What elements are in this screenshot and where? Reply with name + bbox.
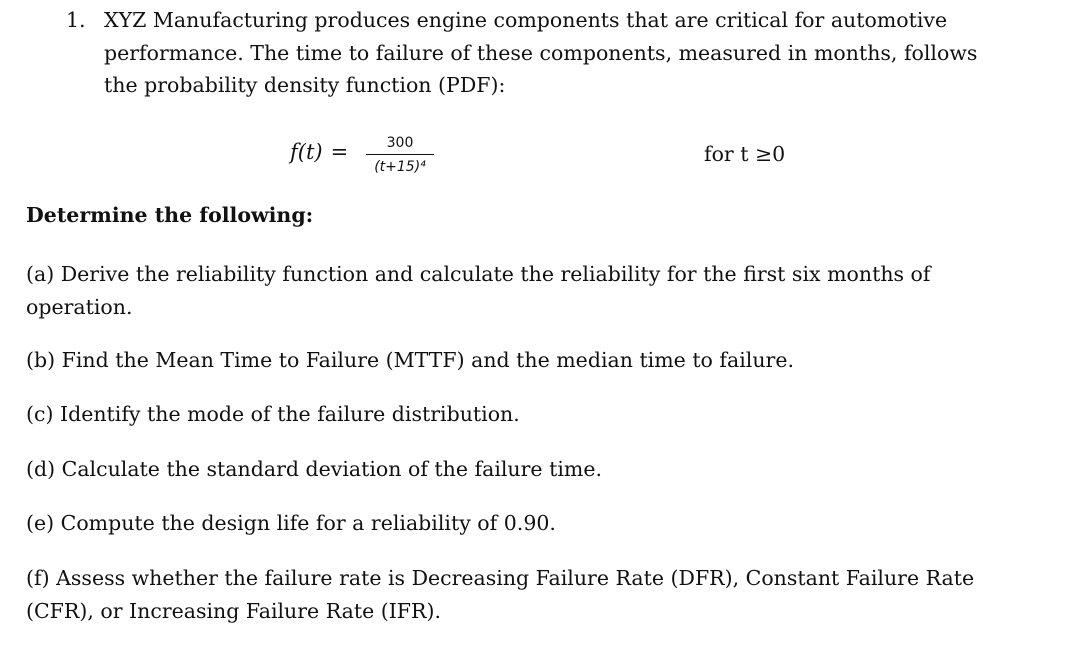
- pdf-formula: [290, 134, 810, 184]
- part-f: (f) Assess whether the failure rate is Decreasing Failure Rate (DFR), Constant Failure Rate (CFR), or Increasing Failure Rate (IFR).: [26, 566, 975, 623]
- fraction-bar: [366, 154, 434, 155]
- formula-fraction: [366, 134, 434, 176]
- part-d: (d) Calculate the standard deviation of the failure time.: [26, 457, 602, 481]
- part-b: (b) Find the Mean Time to Failure (MTTF) and the median time to failure.: [26, 348, 794, 372]
- part-c: (c) Identify the mode of the failure distribution.: [26, 402, 520, 426]
- formula-function: f(t): [290, 140, 323, 164]
- formula-equals: =: [330, 140, 349, 164]
- question-intro: XYZ Manufacturing produces engine components that are critical for automotive performance. The time to failure of these components, measured in months, follows the probability density function (PDF):: [104, 8, 978, 97]
- part-e: (e) Compute the design life for a reliability of 0.90.: [26, 511, 556, 535]
- question-number: 1.: [66, 8, 86, 32]
- formula-denominator: (t+15)⁴: [374, 159, 426, 175]
- formula-numerator: 300: [386, 135, 414, 151]
- section-heading: Determine the following:: [26, 203, 314, 227]
- formula-domain: for t ≥0: [704, 142, 786, 166]
- part-a: (a) Derive the reliability function and calculate the reliability for the first six months of operation.: [26, 262, 931, 319]
- formula-lhs: [290, 140, 348, 164]
